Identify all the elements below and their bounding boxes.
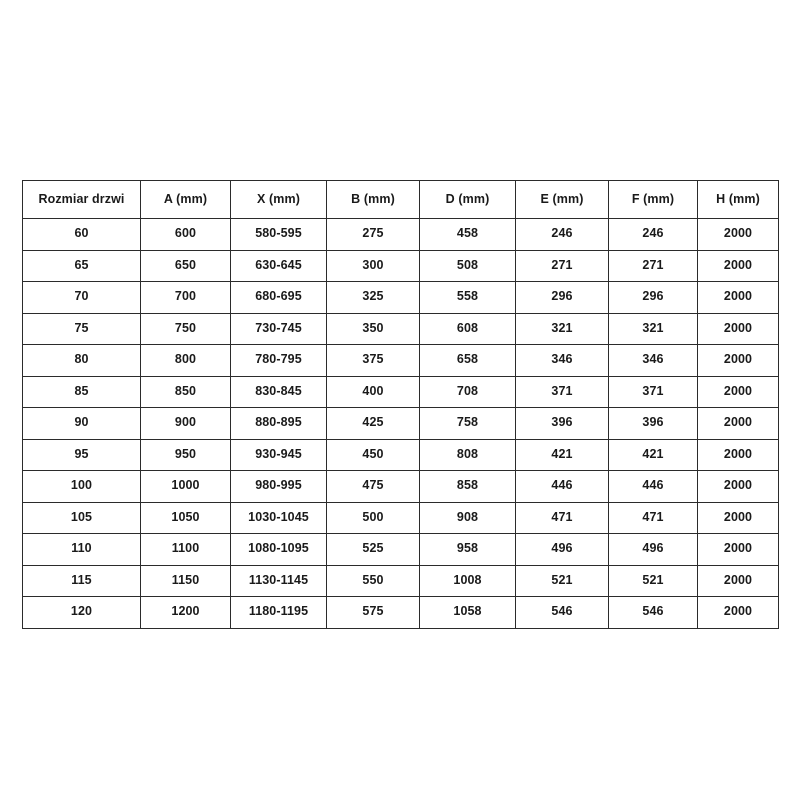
cell-e: 471: [516, 502, 609, 534]
table-row: [23, 597, 779, 629]
cell-h: 2000: [698, 597, 779, 629]
column-header-x: X (mm): [231, 181, 327, 219]
cell-a: 1150: [141, 565, 231, 597]
cell-e: 346: [516, 345, 609, 377]
cell-a: 1000: [141, 471, 231, 503]
cell-d: 1008: [420, 565, 516, 597]
cell-h: 2000: [698, 376, 779, 408]
cell-f: 496: [609, 534, 698, 566]
column-header-size: Rozmiar drzwi: [23, 181, 141, 219]
table-row: [23, 439, 779, 471]
cell-x: 630-645: [231, 250, 327, 282]
cell-e: 296: [516, 282, 609, 314]
cell-b: 300: [327, 250, 420, 282]
cell-e: 371: [516, 376, 609, 408]
cell-size: 100: [23, 471, 141, 503]
cell-size: 60: [23, 219, 141, 251]
cell-h: 2000: [698, 219, 779, 251]
cell-e: 321: [516, 313, 609, 345]
cell-a: 700: [141, 282, 231, 314]
cell-a: 850: [141, 376, 231, 408]
cell-d: 558: [420, 282, 516, 314]
cell-b: 350: [327, 313, 420, 345]
cell-h: 2000: [698, 345, 779, 377]
cell-e: 246: [516, 219, 609, 251]
cell-b: 475: [327, 471, 420, 503]
cell-x: 1180-1195: [231, 597, 327, 629]
cell-h: 2000: [698, 565, 779, 597]
cell-size: 80: [23, 345, 141, 377]
column-header-e: E (mm): [516, 181, 609, 219]
cell-f: 471: [609, 502, 698, 534]
cell-b: 400: [327, 376, 420, 408]
cell-a: 800: [141, 345, 231, 377]
cell-f: 321: [609, 313, 698, 345]
cell-e: 546: [516, 597, 609, 629]
cell-a: 900: [141, 408, 231, 440]
cell-d: 958: [420, 534, 516, 566]
cell-d: 658: [420, 345, 516, 377]
cell-f: 396: [609, 408, 698, 440]
cell-a: 950: [141, 439, 231, 471]
cell-e: 271: [516, 250, 609, 282]
cell-h: 2000: [698, 408, 779, 440]
cell-f: 446: [609, 471, 698, 503]
cell-h: 2000: [698, 439, 779, 471]
cell-d: 1058: [420, 597, 516, 629]
cell-b: 325: [327, 282, 420, 314]
cell-size: 105: [23, 502, 141, 534]
cell-e: 521: [516, 565, 609, 597]
cell-d: 708: [420, 376, 516, 408]
cell-a: 750: [141, 313, 231, 345]
cell-f: 546: [609, 597, 698, 629]
cell-x: 680-695: [231, 282, 327, 314]
cell-a: 600: [141, 219, 231, 251]
cell-e: 396: [516, 408, 609, 440]
cell-size: 70: [23, 282, 141, 314]
table-row: [23, 313, 779, 345]
cell-f: 296: [609, 282, 698, 314]
cell-h: 2000: [698, 502, 779, 534]
table-row: [23, 376, 779, 408]
cell-d: 608: [420, 313, 516, 345]
cell-size: 110: [23, 534, 141, 566]
cell-x: 1030-1045: [231, 502, 327, 534]
cell-b: 275: [327, 219, 420, 251]
spec-table-container: [22, 180, 778, 629]
cell-size: 95: [23, 439, 141, 471]
cell-x: 930-945: [231, 439, 327, 471]
cell-a: 650: [141, 250, 231, 282]
cell-d: 908: [420, 502, 516, 534]
cell-f: 521: [609, 565, 698, 597]
table-row: [23, 345, 779, 377]
cell-b: 450: [327, 439, 420, 471]
table-row: [23, 502, 779, 534]
cell-b: 550: [327, 565, 420, 597]
table-row: [23, 471, 779, 503]
cell-x: 780-795: [231, 345, 327, 377]
table-body: [23, 219, 779, 629]
door-size-spec-table: [22, 180, 779, 629]
cell-b: 425: [327, 408, 420, 440]
cell-size: 75: [23, 313, 141, 345]
cell-f: 421: [609, 439, 698, 471]
cell-d: 458: [420, 219, 516, 251]
cell-f: 246: [609, 219, 698, 251]
cell-b: 575: [327, 597, 420, 629]
cell-a: 1200: [141, 597, 231, 629]
cell-f: 371: [609, 376, 698, 408]
table-row: [23, 282, 779, 314]
cell-h: 2000: [698, 282, 779, 314]
cell-size: 120: [23, 597, 141, 629]
cell-d: 508: [420, 250, 516, 282]
cell-x: 1080-1095: [231, 534, 327, 566]
cell-x: 980-995: [231, 471, 327, 503]
cell-a: 1100: [141, 534, 231, 566]
cell-x: 580-595: [231, 219, 327, 251]
column-header-d: D (mm): [420, 181, 516, 219]
cell-h: 2000: [698, 471, 779, 503]
cell-a: 1050: [141, 502, 231, 534]
cell-b: 375: [327, 345, 420, 377]
cell-size: 115: [23, 565, 141, 597]
cell-e: 446: [516, 471, 609, 503]
cell-h: 2000: [698, 313, 779, 345]
cell-size: 90: [23, 408, 141, 440]
cell-size: 65: [23, 250, 141, 282]
cell-b: 500: [327, 502, 420, 534]
cell-x: 730-745: [231, 313, 327, 345]
table-row: [23, 565, 779, 597]
column-header-f: F (mm): [609, 181, 698, 219]
cell-d: 758: [420, 408, 516, 440]
table-row: [23, 250, 779, 282]
column-header-h: H (mm): [698, 181, 779, 219]
cell-e: 496: [516, 534, 609, 566]
table-header-row: [23, 181, 779, 219]
column-header-b: B (mm): [327, 181, 420, 219]
table-row: [23, 534, 779, 566]
cell-h: 2000: [698, 534, 779, 566]
cell-f: 271: [609, 250, 698, 282]
cell-size: 85: [23, 376, 141, 408]
cell-h: 2000: [698, 250, 779, 282]
cell-b: 525: [327, 534, 420, 566]
cell-f: 346: [609, 345, 698, 377]
cell-x: 830-845: [231, 376, 327, 408]
cell-e: 421: [516, 439, 609, 471]
table-row: [23, 408, 779, 440]
table-header: [23, 181, 779, 219]
table-row: [23, 219, 779, 251]
cell-d: 858: [420, 471, 516, 503]
cell-x: 880-895: [231, 408, 327, 440]
cell-d: 808: [420, 439, 516, 471]
cell-x: 1130-1145: [231, 565, 327, 597]
column-header-a: A (mm): [141, 181, 231, 219]
